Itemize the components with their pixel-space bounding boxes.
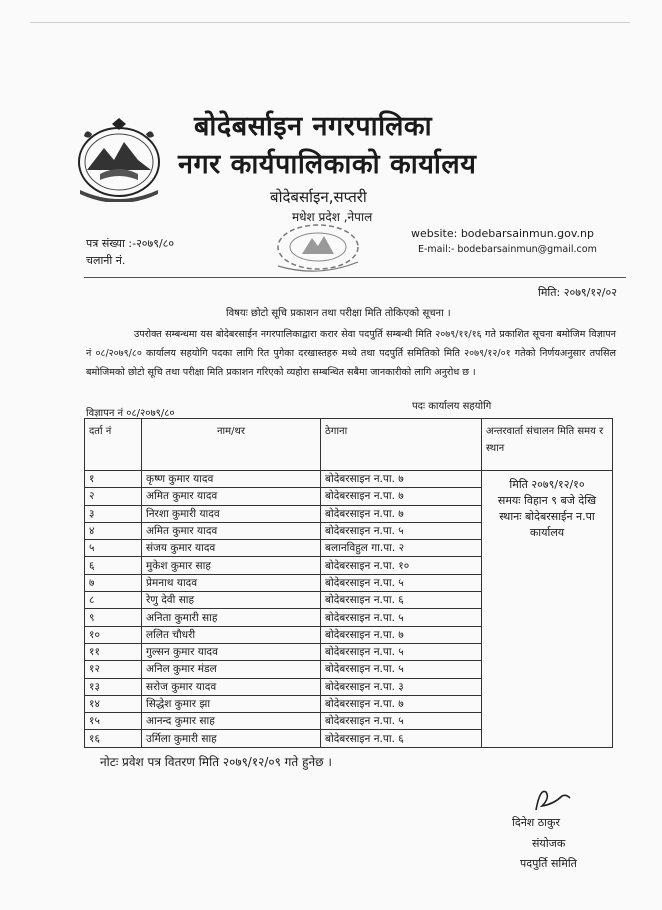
table-body [85, 471, 613, 748]
header-divider [84, 277, 626, 278]
signatory-role: संयोजक [532, 837, 566, 850]
cell-address: बोदेबरसाइन न.पा. १० [321, 557, 482, 574]
dispatch-number: चलानी नं. [86, 254, 126, 267]
cell-address: बोदेबरसाइन न.पा. ७ [321, 505, 482, 522]
cell-address: बोदेबरसाइन न.पा. ७ [321, 626, 482, 643]
letter-date: मिति: २०७९/१२/०२ [538, 286, 617, 299]
cell-name: अनिल कुमार मंडल [142, 661, 321, 678]
cell-address: बोदेबरसाइन न.पा. ३ [321, 678, 482, 695]
letter-body-text: उपरोक्त सम्बन्धमा यस बोदेबरसाईन नगरपालिकाद्वारा करार सेवा पदपुर्ति सम्बन्धी मिति २०७९/११/१६ गते प्रकाशित सूचना बमोजिम विज्ञापन नं ०८/२०७९/८० कार्यालय सहयोगि पदका लागि रित पुगेका दरखास्तहरु मध्ये तथा पदपुर्ति समितिको मिति २०७९/१२/०१ गतेको निर्णयअनुसार तपसिल बमोजिमको छोटो सूचि तथा परीक्षा मिति प्रकाशन गरिएको व्यहोरा सम्बन्धित सबैमा जानकारीको लागि अनुरोध छ । [86, 329, 616, 378]
table-row [85, 471, 613, 488]
reference-number: पत्र संख्या :-२०७९/८० [86, 237, 175, 250]
interview-schedule [482, 471, 613, 748]
schedule-place: स्थानः बोदेबरसाईन न.पा कार्यालय [499, 510, 595, 539]
cell-reg-no: ९ [85, 609, 142, 626]
signatory-name: दिनेश ठाकुर [512, 816, 560, 829]
schedule-time: समयः विहान ९ बजे देखि [497, 494, 597, 507]
cell-address: बोदेबरसाइन न.पा. ७ [321, 488, 482, 505]
cell-name: गुल्सन कुमार यादव [142, 643, 321, 660]
office-stamp-icon [262, 218, 374, 276]
cell-reg-no: १० [85, 626, 142, 643]
cell-address: बोदेबरसाइन न.पा. ६ [321, 592, 482, 609]
cell-name: निरशा कुमारी यादव [142, 505, 321, 522]
email-text: E-mail:- bodebarsainmun@gmail.com [418, 244, 597, 255]
cell-name: रेणु देवी साह [142, 592, 321, 609]
cell-name: ललित चौधरी [142, 626, 321, 643]
cell-address: बोदेबरसाइन न.पा. ७ [321, 695, 482, 712]
cell-name: कृष्ण कुमार यादव [142, 471, 321, 488]
col-header-address: ठेगाना [321, 419, 482, 471]
shortlist-table [84, 418, 613, 748]
cell-name: अनिता कुमारी साह [142, 609, 321, 626]
cell-reg-no: ६ [85, 557, 142, 574]
cell-reg-no: २ [85, 488, 142, 505]
signature-icon [526, 784, 576, 818]
cell-reg-no: १५ [85, 713, 142, 730]
cell-reg-no: १४ [85, 695, 142, 712]
col-header-reg-no: दर्ता नं [85, 419, 142, 471]
letter-subject: विषयः छोटो सूचि प्रकाशन तथा परीक्षा मिति तोकिएको सूचना । [226, 308, 451, 319]
advertisement-number: विज्ञापन नं ०८/२०७९/८० [86, 408, 175, 419]
cell-name: अमित कुमार यादव [142, 488, 321, 505]
cell-reg-no: १३ [85, 678, 142, 695]
cell-reg-no: ८ [85, 592, 142, 609]
letter-body [86, 325, 616, 382]
cell-reg-no: ५ [85, 540, 142, 557]
cell-name: संजय कुमार यादव [142, 540, 321, 557]
cell-reg-no: ४ [85, 522, 142, 539]
cell-name: प्रेमनाथ यादव [142, 574, 321, 591]
address-line-2: मधेश प्रदेश ,नेपाल [292, 210, 373, 224]
cell-name: मुकेश कुमार साह [142, 557, 321, 574]
website-text: website: bodebarsainmun.gov.np [411, 227, 594, 240]
cell-reg-no: ३ [85, 505, 142, 522]
cell-name: उर्मिला कुमारी साह [142, 730, 321, 747]
cell-reg-no: १२ [85, 661, 142, 678]
office-title: नगर कार्यपालिकाको कार्यालय [178, 149, 477, 180]
col-header-interview: अन्तरवार्ता संचालन मिति समय र स्थान [482, 419, 613, 471]
cell-address: बोदेबरसाइन न.पा. ७ [321, 471, 482, 488]
cell-reg-no: ११ [85, 643, 142, 660]
cell-address: बोदेबरसाइन न.पा. ५ [321, 574, 482, 591]
cell-reg-no: ७ [85, 574, 142, 591]
cell-address: बलानविहुल गा.पा. २ [321, 540, 482, 557]
cell-reg-no: १ [85, 471, 142, 488]
cell-reg-no: १६ [85, 730, 142, 747]
col-header-name: नाम/थर [142, 419, 321, 471]
cell-address: बोदेबरसाइन न.पा. ६ [321, 730, 482, 747]
schedule-date: मिति २०७९/१२/१० [509, 478, 585, 491]
cell-name: सरोज कुमार यादव [142, 678, 321, 695]
table-header-row [85, 419, 613, 471]
cell-address: बोदेबरसाइन न.पा. ५ [321, 643, 482, 660]
cell-address: बोदेबरसाइन न.पा. ५ [321, 713, 482, 730]
cell-address: बोदेबरसाइन न.पा. ५ [321, 609, 482, 626]
cell-name: अमित कुमार यादव [142, 522, 321, 539]
municipality-title: बोदेबर्साइन नगरपालिका [194, 111, 433, 142]
cell-address: बोदेबरसाइन न.पा. ५ [321, 522, 482, 539]
admit-card-note: नोटः प्रवेश पत्र वितरण मिति २०७९/१२/०९ गते हुनेछ । [100, 755, 332, 769]
scan-top-line [30, 22, 630, 23]
post-title: पदः कार्यालय सहयोगि [412, 401, 492, 412]
address-line-1: बोदेबर्साइन,सप्तरी [270, 188, 367, 206]
signatory-committee: पदपुर्ति समिति [520, 857, 577, 870]
cell-address: बोदेबरसाइन न.पा. ५ [321, 661, 482, 678]
nepal-emblem-icon [72, 118, 166, 202]
cell-name: सिद्धेश कुमार झा [142, 695, 321, 712]
cell-name: आनन्द कुमार साह [142, 713, 321, 730]
